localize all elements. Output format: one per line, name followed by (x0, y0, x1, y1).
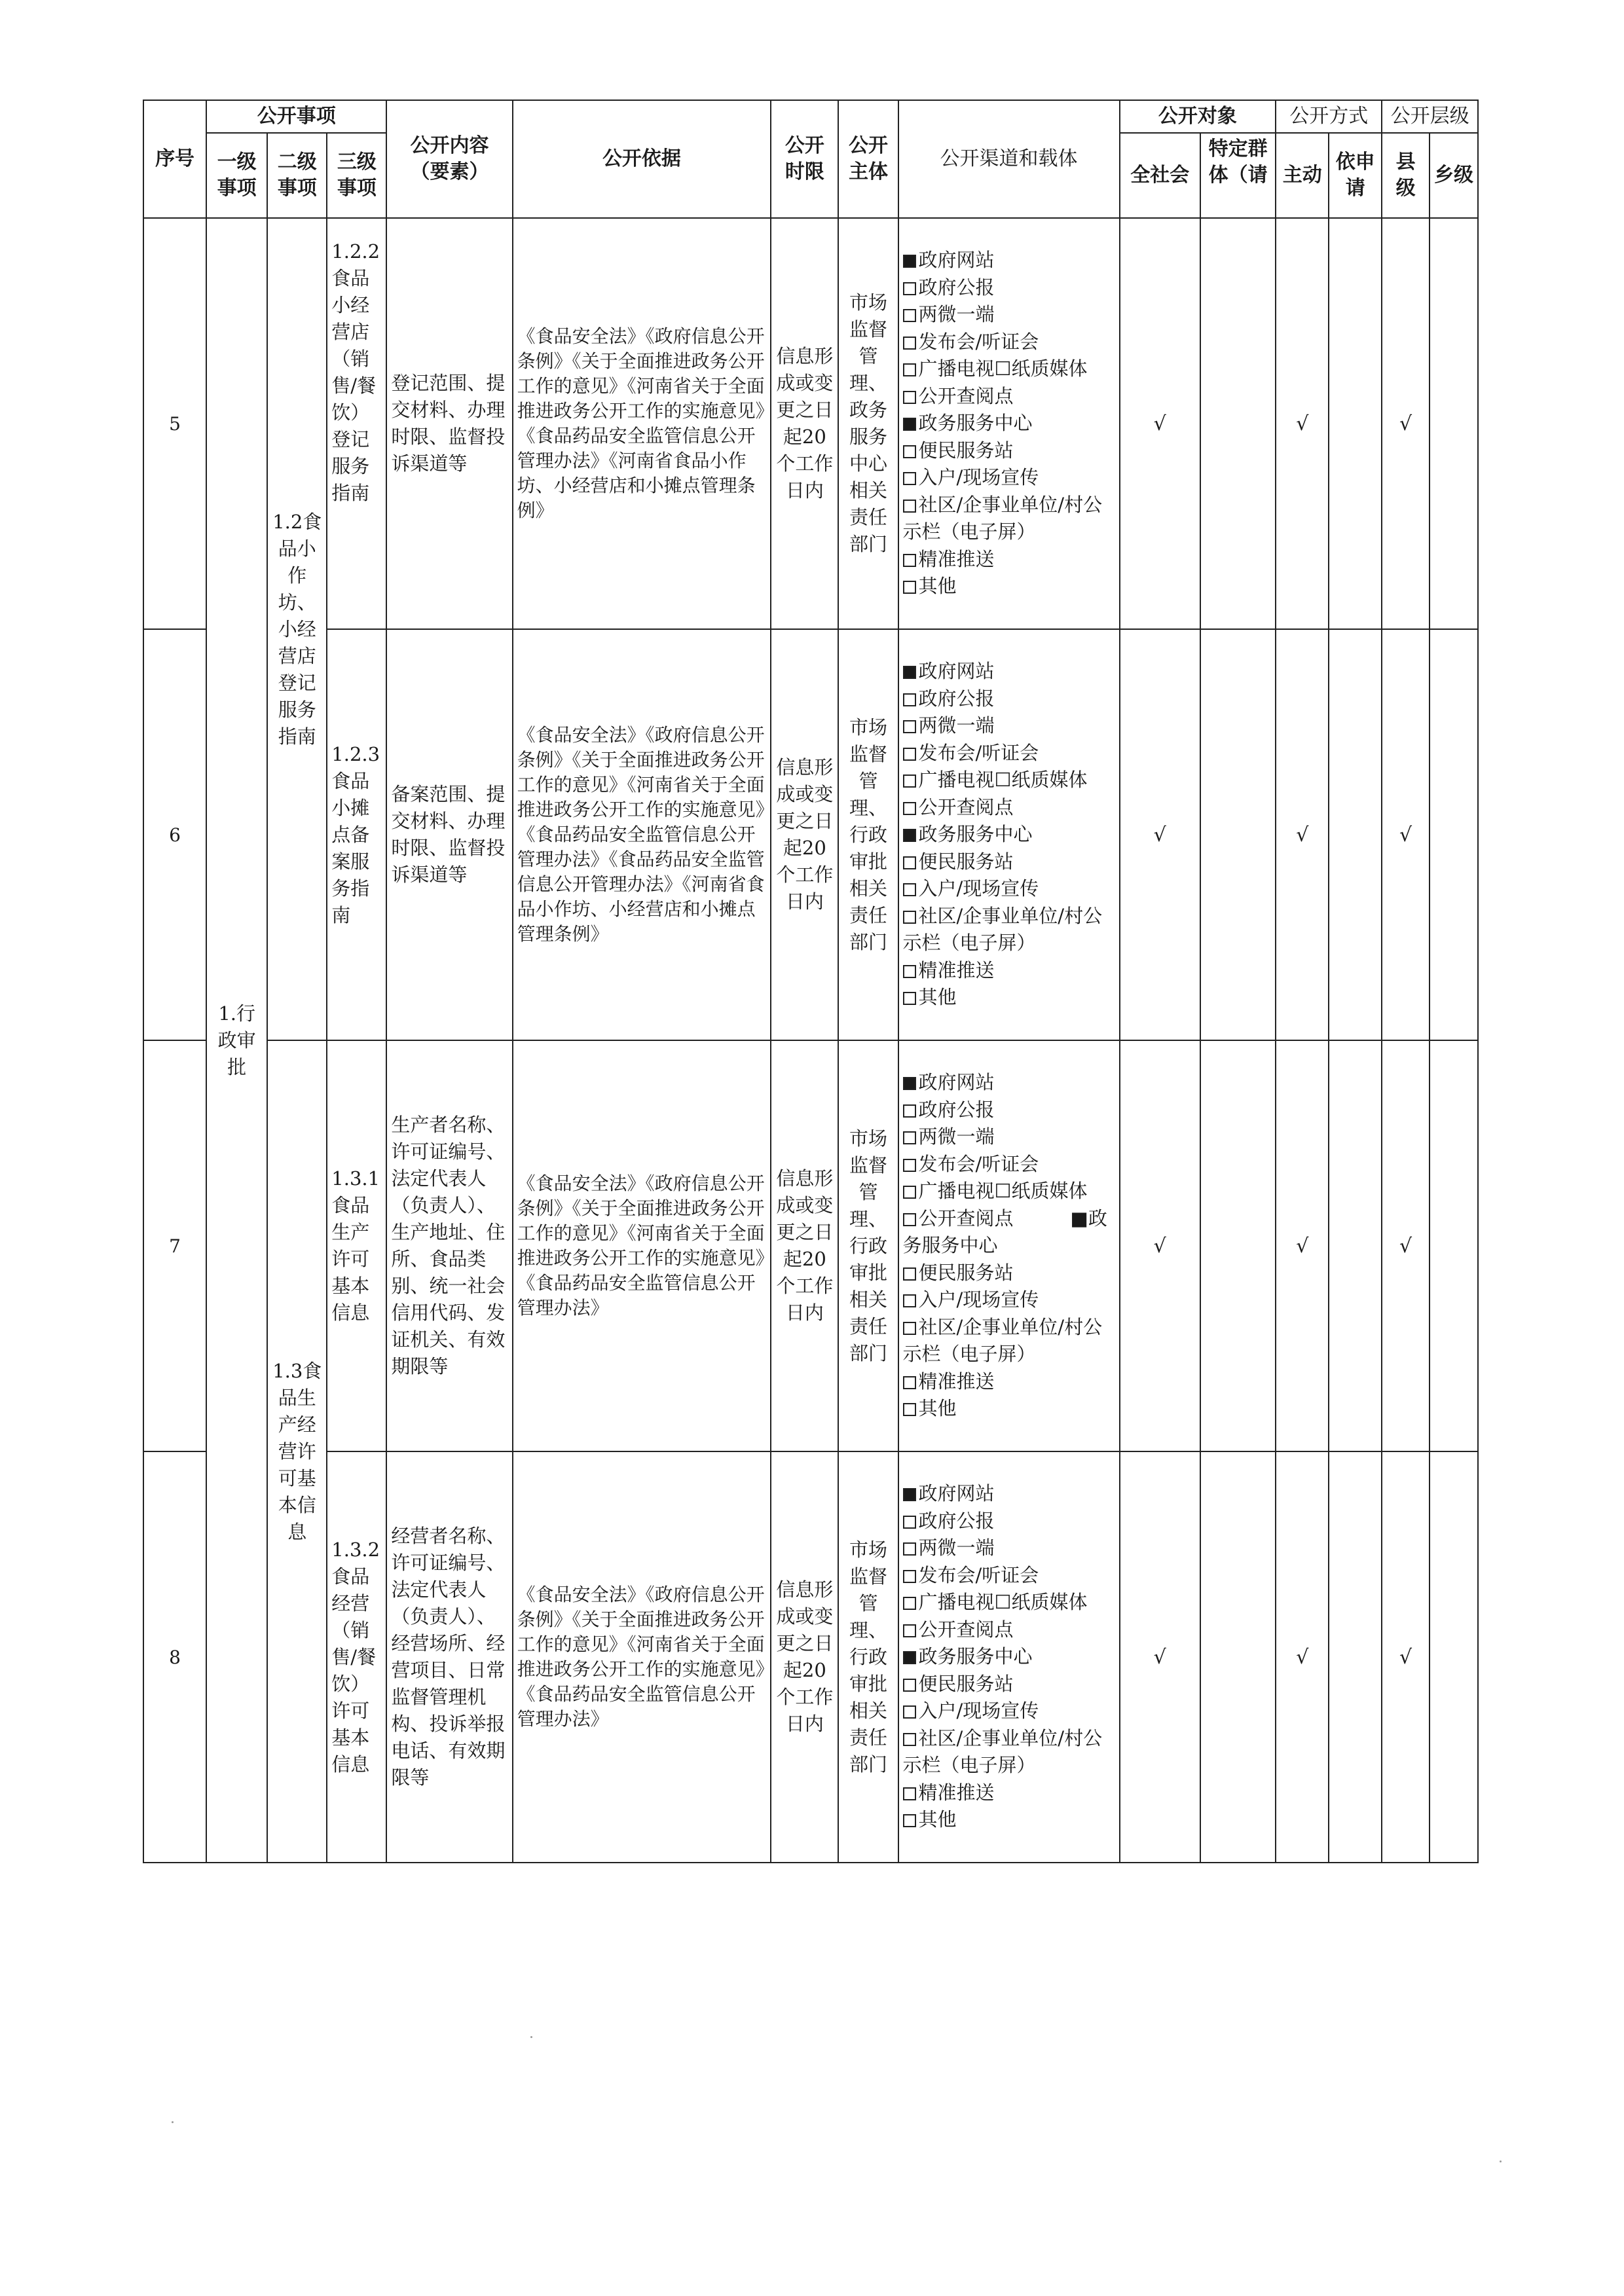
unchecked-box-icon (903, 1705, 916, 1719)
header-level2: 二级事项 (267, 133, 327, 218)
channel-label: 社区/企事业单位/村公示栏（电子屏） (902, 493, 1103, 543)
channel-label: 政府网站 (918, 660, 995, 683)
channel-label: 便民服务站 (918, 1261, 1014, 1284)
unchecked-box-icon (903, 1516, 916, 1529)
channel-label: 便民服务站 (918, 1672, 1014, 1695)
header-basis: 公开依据 (513, 100, 771, 218)
unchecked-box-icon (903, 500, 916, 513)
channel-item (903, 794, 1115, 822)
row-time-limit: 信息形成或变更之日起20个工作日内 (771, 629, 838, 1040)
tick-apply (1329, 218, 1382, 629)
channel-label: 两微一端 (918, 1537, 995, 1559)
channel-label: 广播电视☐纸质媒体 (918, 357, 1088, 380)
channel-list (903, 1069, 1115, 1423)
document-page (143, 100, 1479, 1863)
unchecked-box-icon (903, 1597, 916, 1610)
unchecked-box-icon (903, 1787, 916, 1800)
tick-apply (1329, 1040, 1382, 1451)
unchecked-box-icon (903, 1733, 916, 1746)
row-content: 经营者名称、许可证编号、法定代表人（负责人）、经营场所、经营项目、日常监督管理机构、投诉举报电话、有效期限等 (386, 1451, 512, 1863)
channel-list (903, 1480, 1115, 1834)
row-basis: 《食品安全法》《政府信息公开条例》《关于全面推进政务公开工作的意见》《河南省关于全面推进政务公开工作的实施意见》《食品药品安全监管信息公开管理办法》《食品药品安全监管信息公开管理办法》《河南省食品小作坊、小经营店和小摊点管理条例》 (513, 629, 771, 1040)
channel-item (903, 685, 1115, 713)
unchecked-box-icon (903, 337, 916, 350)
row-subject: 市场监督管理、行政审批相关责任部门 (838, 629, 898, 1040)
unchecked-box-icon (903, 802, 916, 815)
checked-box-icon (903, 255, 916, 268)
channel-item (903, 492, 1115, 546)
header-row-1 (143, 100, 1478, 133)
channel-label: 入户/现场宣传 (918, 877, 1039, 900)
row-time-limit: 信息形成或变更之日起20个工作日内 (771, 1040, 838, 1451)
channel-label: 政务服务中心 (918, 412, 1033, 435)
channel-item (903, 1589, 1115, 1616)
unchecked-box-icon (903, 856, 916, 869)
channel-label: 其他 (918, 575, 957, 598)
channel-item (903, 1643, 1115, 1671)
channel-label: 发布会/听证会 (918, 330, 1039, 353)
tick-specific (1200, 1451, 1276, 1863)
level3-item: 1.3.2食品经营（销售/餐饮）许可基本信息 (327, 1451, 386, 1863)
channel-item (903, 1725, 1115, 1779)
row-content: 生产者名称、许可证编号、法定代表人（负责人）、生产地址、住所、食品类别、统一社会信用代码、发证机关、有效期限等 (386, 1040, 512, 1451)
unchecked-box-icon (903, 1213, 916, 1226)
unchecked-box-icon (903, 965, 916, 978)
row-basis: 《食品安全法》《政府信息公开条例》《关于全面推进政务公开工作的意见》《河南省关于全面推进政务公开工作的实施意见》《食品药品安全监管信息公开管理办法》《河南省食品小作坊、小经营店和小摊点管理条例》 (513, 218, 771, 629)
row-seq: 7 (143, 1040, 206, 1451)
unchecked-box-icon (903, 693, 916, 706)
channel-label: 精准推送 (918, 958, 995, 981)
unchecked-box-icon (903, 1814, 916, 1827)
channel-item (903, 546, 1115, 574)
channel-label: 其他 (918, 1397, 957, 1420)
row-basis: 《食品安全法》《政府信息公开条例》《关于全面推进政务公开工作的意见》《河南省关于全面推进政务公开工作的实施意见》《食品药品安全监管信息公开管理办法》 (513, 1451, 771, 1863)
table-row (143, 1040, 1478, 1451)
channel-label: 入户/现场宣传 (918, 1288, 1039, 1311)
channel-item (903, 1616, 1115, 1644)
row-channels (898, 1040, 1120, 1451)
tick-specific (1200, 1040, 1276, 1451)
channel-label: 政务服务中心 (918, 1645, 1033, 1668)
channel-label: 精准推送 (918, 1781, 995, 1804)
channel-label: 政府网站 (918, 1071, 995, 1094)
unchecked-box-icon (903, 1403, 916, 1416)
tick-county: √ (1382, 629, 1430, 1040)
scan-speck (172, 2121, 174, 2123)
header-level-county: 县级 (1382, 133, 1430, 218)
channel-label: 发布会/听证会 (918, 741, 1039, 764)
channel-label: 社区/企事业单位/村公示栏（电子屏） (902, 1315, 1103, 1366)
channel-item (903, 301, 1115, 329)
channel-label: 政府公报 (918, 687, 995, 710)
checked-box-icon (903, 418, 916, 431)
channel-item (903, 712, 1115, 740)
channel-item (903, 1779, 1115, 1807)
header-subject: 公开主体 (838, 100, 898, 218)
channel-label: 社区/企事业单位/村公示栏（电子屏） (902, 1726, 1103, 1777)
channel-item (903, 410, 1115, 437)
tick-county: √ (1382, 218, 1430, 629)
header-time-limit: 公开时限 (771, 100, 838, 218)
tick-town (1430, 218, 1478, 629)
row-basis: 《食品安全法》《政府信息公开条例》《关于全面推进政务公开工作的意见》《河南省关于全面推进政务公开工作的实施意见》《食品药品安全监管信息公开管理办法》 (513, 1040, 771, 1451)
channel-item (903, 383, 1115, 410)
channel-item (903, 875, 1115, 903)
channel-item (903, 1671, 1115, 1698)
row-subject: 市场监督管理、行政审批相关责任部门 (838, 1451, 898, 1863)
header-level3: 三级事项 (327, 133, 386, 218)
header-method-apply: 依申请 (1329, 133, 1382, 218)
tick-town (1430, 1040, 1478, 1451)
table-row (143, 1451, 1478, 1863)
unchecked-box-icon (903, 911, 916, 924)
header-method: 公开方式 (1276, 100, 1382, 133)
channel-label: 精准推送 (918, 1370, 995, 1393)
channel-item (903, 903, 1115, 957)
header-public-items: 公开事项 (206, 100, 386, 133)
unchecked-box-icon (903, 282, 916, 295)
row-seq: 5 (143, 218, 206, 629)
row-seq: 8 (143, 1451, 206, 1863)
channel-label: 发布会/听证会 (918, 1563, 1039, 1586)
channel-item (903, 1178, 1115, 1205)
header-target-specific: 特定群体（请 (1200, 133, 1276, 218)
channel-item (903, 767, 1115, 794)
table-row (143, 629, 1478, 1040)
channel-label: 便民服务站 (918, 850, 1014, 873)
unchecked-box-icon (903, 1159, 916, 1172)
header-content: 公开内容（要素） (386, 100, 512, 218)
row-subject: 市场监督管理、行政审批相关责任部门 (838, 1040, 898, 1451)
tick-specific (1200, 629, 1276, 1040)
level2-item: 1.2食品小作坊、小经营店登记服务指南 (267, 218, 327, 1040)
level3-item: 1.3.1食品生产许可基本信息 (327, 1040, 386, 1451)
tick-county: √ (1382, 1451, 1430, 1863)
channel-label: 社区/企事业单位/村公示栏（电子屏） (902, 904, 1103, 955)
unchecked-box-icon (903, 1624, 916, 1637)
header-channels: 公开渠道和载体 (898, 100, 1120, 218)
channel-label: 发布会/听证会 (918, 1152, 1039, 1175)
channel-label: 两微一端 (918, 714, 995, 737)
channel-item (903, 464, 1115, 492)
channel-item (903, 573, 1115, 600)
channel-item (903, 247, 1115, 274)
channel-label: 公开查阅点 ■政务服务中心 (902, 1207, 1107, 1257)
channel-item (903, 1480, 1115, 1508)
channel-label: 政府公报 (918, 1098, 995, 1121)
channel-item (903, 1535, 1115, 1562)
channel-item (903, 740, 1115, 767)
row-channels (898, 629, 1120, 1040)
checked-box-icon (903, 829, 916, 842)
channel-item (903, 848, 1115, 876)
checked-box-icon (903, 666, 916, 679)
channel-item (903, 1314, 1115, 1368)
tick-town (1430, 1451, 1478, 1863)
channel-item (903, 1286, 1115, 1314)
channel-item (903, 1806, 1115, 1834)
header-target-all: 全社会 (1120, 133, 1200, 218)
unchecked-box-icon (903, 1322, 916, 1335)
row-time-limit: 信息形成或变更之日起20个工作日内 (771, 1451, 838, 1863)
channel-list (903, 658, 1115, 1011)
row-seq: 6 (143, 629, 206, 1040)
channel-label: 政府公报 (918, 1509, 995, 1532)
channel-item (903, 1368, 1115, 1396)
tick-town (1430, 629, 1478, 1040)
header-level1: 一级事项 (206, 133, 267, 218)
tick-specific (1200, 218, 1276, 629)
unchecked-box-icon (903, 1186, 916, 1199)
channel-label: 政府网站 (918, 1482, 995, 1505)
channel-item (903, 821, 1115, 848)
unchecked-box-icon (903, 1294, 916, 1307)
channel-label: 公开查阅点 (918, 1618, 1014, 1641)
channel-label: 公开查阅点 (918, 384, 1014, 407)
channel-label: 入户/现场宣传 (918, 1700, 1039, 1722)
unchecked-box-icon (903, 472, 916, 485)
unchecked-box-icon (903, 391, 916, 404)
channel-item (903, 274, 1115, 302)
channel-item (903, 1562, 1115, 1590)
unchecked-box-icon (903, 992, 916, 1005)
unchecked-box-icon (903, 445, 916, 458)
level1-item: 1.行政审批 (206, 218, 267, 1863)
header-seq: 序号 (143, 100, 206, 218)
unchecked-box-icon (903, 883, 916, 896)
unchecked-box-icon (903, 748, 916, 761)
tick-active: √ (1276, 218, 1329, 629)
row-content: 登记范围、提交材料、办理时限、监督投诉渠道等 (386, 218, 512, 629)
channel-item (903, 1097, 1115, 1124)
checked-box-icon (903, 1488, 916, 1501)
header-level: 公开层级 (1382, 100, 1478, 133)
row-subject: 市场监督管理、政务服务中心相关责任部门 (838, 218, 898, 629)
unchecked-box-icon (903, 1131, 916, 1144)
row-channels (898, 1451, 1120, 1863)
unchecked-box-icon (903, 309, 916, 322)
checked-box-icon (903, 1651, 916, 1664)
unchecked-box-icon (903, 1376, 916, 1389)
unchecked-box-icon (903, 363, 916, 376)
channel-label: 政府网站 (918, 249, 995, 272)
channel-item (903, 1205, 1115, 1260)
channel-item (903, 1260, 1115, 1287)
disclosure-table (143, 100, 1479, 1863)
header-level-town: 乡级 (1430, 133, 1478, 218)
channel-item (903, 658, 1115, 685)
channel-item (903, 957, 1115, 985)
channel-item (903, 1069, 1115, 1097)
row-content: 备案范围、提交材料、办理时限、监督投诉渠道等 (386, 629, 512, 1040)
channel-item (903, 437, 1115, 465)
unchecked-box-icon (903, 1570, 916, 1583)
header-method-active: 主动 (1276, 133, 1329, 218)
header-target: 公开对象 (1120, 100, 1276, 133)
row-time-limit: 信息形成或变更之日起20个工作日内 (771, 218, 838, 629)
channel-list (903, 247, 1115, 600)
tick-apply (1329, 629, 1382, 1040)
unchecked-box-icon (903, 1679, 916, 1692)
unchecked-box-icon (903, 1267, 916, 1281)
table-row (143, 218, 1478, 629)
channel-item (903, 1698, 1115, 1725)
channel-label: 精准推送 (918, 547, 995, 570)
channel-label: 两微一端 (918, 1125, 995, 1148)
unchecked-box-icon (903, 1104, 916, 1118)
tick-apply (1329, 1451, 1382, 1863)
channel-label: 其他 (918, 1808, 957, 1831)
channel-label: 其他 (918, 986, 957, 1009)
unchecked-box-icon (903, 1542, 916, 1556)
channel-label: 公开查阅点 (918, 795, 1014, 818)
scan-speck (530, 2036, 532, 2038)
row-channels (898, 218, 1120, 629)
tick-all: √ (1120, 1040, 1200, 1451)
channel-item (903, 1123, 1115, 1151)
level3-item: 1.2.2食品小经营店（销售/餐饮）登记服务指南 (327, 218, 386, 629)
channel-label: 广播电视☐纸质媒体 (918, 1180, 1088, 1203)
checked-box-icon (903, 1077, 916, 1090)
tick-all: √ (1120, 218, 1200, 629)
channel-item (903, 329, 1115, 356)
level3-item: 1.2.3食品小摊点备案服务指南 (327, 629, 386, 1040)
channel-item (903, 984, 1115, 1011)
tick-active: √ (1276, 629, 1329, 1040)
channel-item (903, 1151, 1115, 1178)
unchecked-box-icon (903, 554, 916, 567)
channel-label: 广播电视☐纸质媒体 (918, 1591, 1088, 1614)
channel-item (903, 1508, 1115, 1535)
unchecked-box-icon (903, 774, 916, 788)
unchecked-box-icon (903, 720, 916, 733)
channel-label: 两微一端 (918, 303, 995, 326)
tick-active: √ (1276, 1040, 1329, 1451)
channel-item (903, 1395, 1115, 1423)
tick-active: √ (1276, 1451, 1329, 1863)
tick-all: √ (1120, 629, 1200, 1040)
channel-label: 广播电视☐纸质媒体 (918, 769, 1088, 792)
channel-label: 入户/现场宣传 (918, 466, 1039, 489)
channel-label: 便民服务站 (918, 439, 1014, 462)
channel-item (903, 355, 1115, 383)
scan-speck (1500, 2160, 1502, 2162)
tick-all: √ (1120, 1451, 1200, 1863)
level2-item: 1.3食品生产经营许可基本信息 (267, 1040, 327, 1863)
channel-label: 政府公报 (918, 276, 995, 299)
unchecked-box-icon (903, 581, 916, 594)
tick-county: √ (1382, 1040, 1430, 1451)
channel-label: 政务服务中心 (918, 823, 1033, 846)
